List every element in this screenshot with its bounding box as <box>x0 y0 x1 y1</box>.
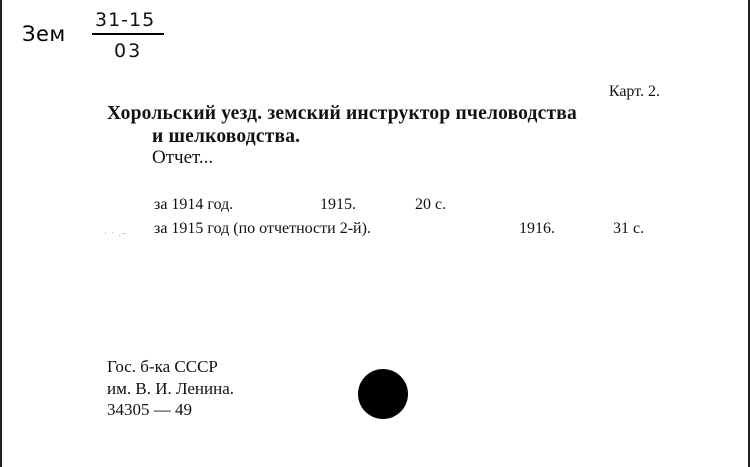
shelfmark-denominator: 03 <box>114 40 143 62</box>
card-number: Карт. 2. <box>608 83 660 100</box>
card-title <box>107 102 667 148</box>
shelfmark-fraction-line <box>92 33 164 35</box>
entry-2-year: 1916. <box>519 220 555 237</box>
entry-1-pages: 20 с. <box>415 196 447 213</box>
library-line-3: 34305 — 49 <box>107 400 192 419</box>
entry-1-period: за 1914 год. <box>154 196 234 213</box>
library-stamp <box>107 356 234 421</box>
library-line-2: им. В. И. Ленина. <box>107 378 235 398</box>
library-line-1: Гос. б-ка СССР <box>107 357 218 376</box>
punch-hole <box>358 369 408 419</box>
report-subtitle: Отчет... <box>152 147 214 168</box>
shelfmark-numerator: 31-15 <box>95 9 156 31</box>
shelfmark-prefix: Зем <box>22 22 66 46</box>
title-line-1: Хорольский уезд. земский инструктор пчеловодства <box>107 103 577 124</box>
title-line-2: и шелководства. <box>152 126 301 147</box>
entry-2-pages: 31 с. <box>613 220 645 237</box>
ink-smudge: · · .– <box>104 228 128 238</box>
entry-2-period: за 1915 год (по отчетности 2-й). <box>154 220 371 237</box>
entry-1-year: 1915. <box>320 196 356 213</box>
